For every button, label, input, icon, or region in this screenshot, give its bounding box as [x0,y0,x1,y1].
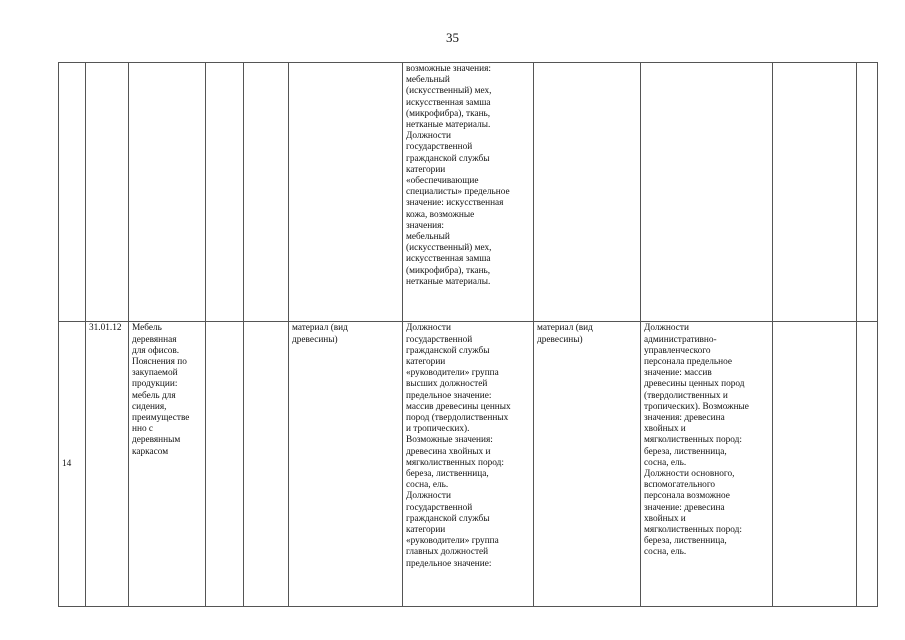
cell-col-5 [244,322,289,607]
cell-characteristic-2 [534,322,641,607]
cell-approved-value [403,322,534,607]
cell-col-11 [857,63,878,322]
value-2-text: Должности административно- управленческого персонала предельное значение: массив древесины ценных пород (твердолиственных и тропических). Возможные значения: древесина хвойных и мягколиственных пород: береза, лиственница, сосна, ель. Должности основного, вспомогательного персонала возможное значение: древесина хвойных и мягколиственных пород: береза, лиственница, сосна, ель. [644,323,749,558]
characteristic-text: материал (вид древесины) [292,323,348,345]
cell-value-2 [641,322,773,607]
product-name-text: Мебель деревянная для офисов. Пояснения по закупаемой продукции: мебель для сидения, преимуществе нно с деревянным каркасом [132,323,190,457]
cell-okpd-code [86,63,129,322]
cell-col-5 [244,63,289,322]
cell-col-11 [857,322,878,607]
table-row [59,63,878,322]
page-number: 35 [446,30,459,45]
cell-value-2 [641,63,773,322]
cell-characteristic [289,63,403,322]
characteristic-2-text: материал (вид древесины) [537,323,593,345]
cell-col-10 [773,322,857,607]
cell-col-10 [773,63,857,322]
cell-row-number [59,63,86,322]
table-row [59,322,878,607]
cell-product-name [129,63,206,322]
cell-characteristic-2 [534,63,641,322]
procurement-requirements-table [58,62,878,607]
cell-col-4 [206,322,244,607]
approved-value-text: Должности государственной гражданской службы категории «руководители» группа высших должностей предельное значение: массив древесины ценных пород (твердолиственных и тропических). Возможные значения: древесина хвойных и мягколиственных пород: береза, лиственница, сосна, ель. Должности государственной гражданской службы категории «руководители» группа главных должностей предельное значение: [406,323,511,569]
cell-okpd-code [86,322,129,607]
cell-characteristic [289,322,403,607]
cell-approved-value [403,63,534,322]
approved-value-text: возможные значения: мебельный (искусственный) мех, искусственная замша (микрофибра), ткань, нетканые материалы. Должности государственной гражданской службы категории «обеспечивающие специалисты» предельное значение: искусственная кожа, возможные значения: мебельный (искусственный) мех, искусственная замша (микрофибра), ткань, нетканые материалы. [406,64,510,287]
row-number-text: 14 [62,459,72,470]
cell-col-4 [206,63,244,322]
cell-product-name [129,322,206,607]
okpd-code-text: 31.01.12 [89,323,122,334]
cell-row-number [59,322,86,607]
